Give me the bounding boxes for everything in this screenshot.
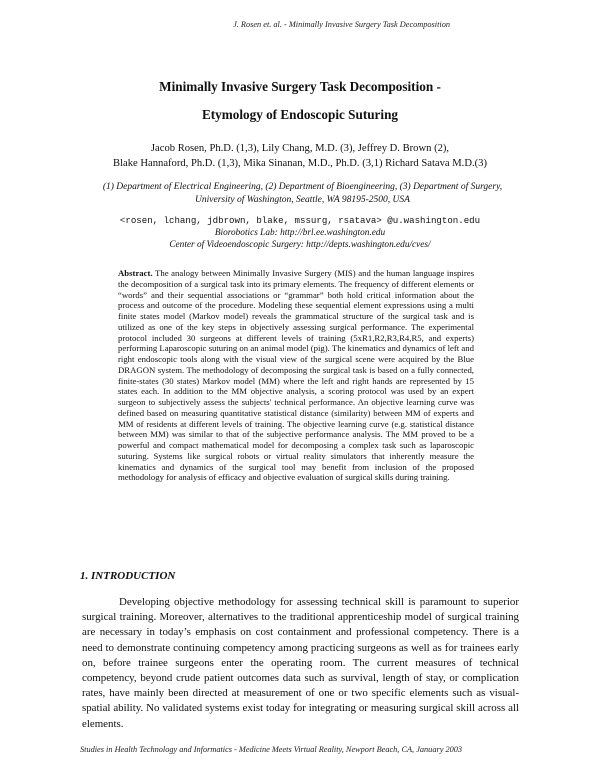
abstract-label: Abstract. — [118, 268, 153, 278]
abstract-text: The analogy between Minimally Invasive Surgery (MIS) and the human language inspires the decomposition of a surgical task into its primary elements. The frequency of different elements or “words” and their sequential associations or “grammar” both hold critical information about the process and outcome of the procedure. Modeling these sequential element expressions using a multi finite states model (Markov model) reveals the grammatical structure of the surgical task and is utilized as one of the key steps in objectively assessing surgical performance. The experimental protocol included 30 surgeons at different levels of training (5xR1,R2,R3,R4,R5, and experts) performing Laparoscopic suturing on an animal model (pig). The kinematics and dynamics of left and right endoscopic tools along with the visual view of the surgical scene were acquired by the Blue DRAGON system. The methodology of decomposing the surgical task is based on a fully connected, finite-states (30 states) Markov model (MM) where the left and right hands are represented by 15 states each. In addition to the MM objective analysis, a scoring protocol was used by an expert surgeon to subjectively assess the subjects' technical performance. An objective learning curve was defined based on measuring quantitative statistical distance (similarity) between MM of experts and MM of residents at different levels of training. The objective learning curve (e.g. statistical distance between MM) was similar to that of the subjective performance analysis. The MM proved to be a powerful and compact mathematical model for decomposing a complex task such as laparoscopic suturing. Systems like surgical robots or virtual reality simulators that inherently measure the kinematics and dynamics of the surgical tool may benefit from inclusion of the proposed methodology for analysis of efficacy and objective evaluation of surgical skills during training. — [118, 268, 474, 483]
lab-url: Biorobotics Lab: http://brl.ee.washington.edu — [214, 228, 386, 238]
intro-paragraph: Developing objective methodology for assessing technical skill is paramount to superior surgical training. Moreover, alternatives to the traditional apprenticeship model of surgical training are necessary in today’s emphasis on cost containment and professional competency. There is a need to demonstrate continuing competency among practicing surgeons as well as for trainees early on, before trainee surgeons enter the operating room. The current measures of technical competency, beyond crude patient outcomes data such as survival, length of stay, or complication rates, have mainly been directed at measurement of one or two specific elements such as visual-spatial ability. No validated systems exist today for integrating or measuring surgical skill across all elements. — [82, 596, 519, 730]
section-heading: 1. INTRODUCTION — [80, 570, 176, 582]
running-head: J. Rosen et. al. - Minimally Invasive Surgery Task Decomposition — [233, 20, 450, 29]
paper-title-line-2: Etymology of Endoscopic Suturing — [201, 107, 398, 122]
abstract — [118, 268, 474, 483]
authors-line-2: Blake Hannaford, Ph.D. (1,3), Mika Sinanan, M.D., Ph.D. (3,1) Richard Satava M.D.(3) — [113, 158, 487, 169]
affiliation-line-1: (1) Department of Electrical Engineering, (2) Department of Bioengineering, (3) Department of Surgery, — [102, 182, 503, 192]
center-url: Center of Videoendoscopic Surgery: http://depts.washington.edu/cves/ — [169, 240, 431, 250]
affiliations — [80, 181, 525, 207]
authors-line-1: Jacob Rosen, Ph.D. (1,3), Lily Chang, M.D. (3), Jeffrey D. Brown (2), — [150, 143, 450, 154]
author-list — [0, 141, 600, 171]
affiliation-line-2: University of Washington, Seattle, WA 98195-2500, USA — [195, 195, 410, 205]
footer-citation: Studies in Health Technology and Informatics - Medicine Meets Virtual Reality, Newport Beach, CA, January 2003 — [80, 745, 463, 754]
author-emails: <rosen, lchang, jdbrown, blake, mssurg, rsatava> @u.washington.edu — [119, 215, 481, 226]
paper-title-line-1: Minimally Invasive Surgery Task Decomposition - — [159, 79, 441, 94]
